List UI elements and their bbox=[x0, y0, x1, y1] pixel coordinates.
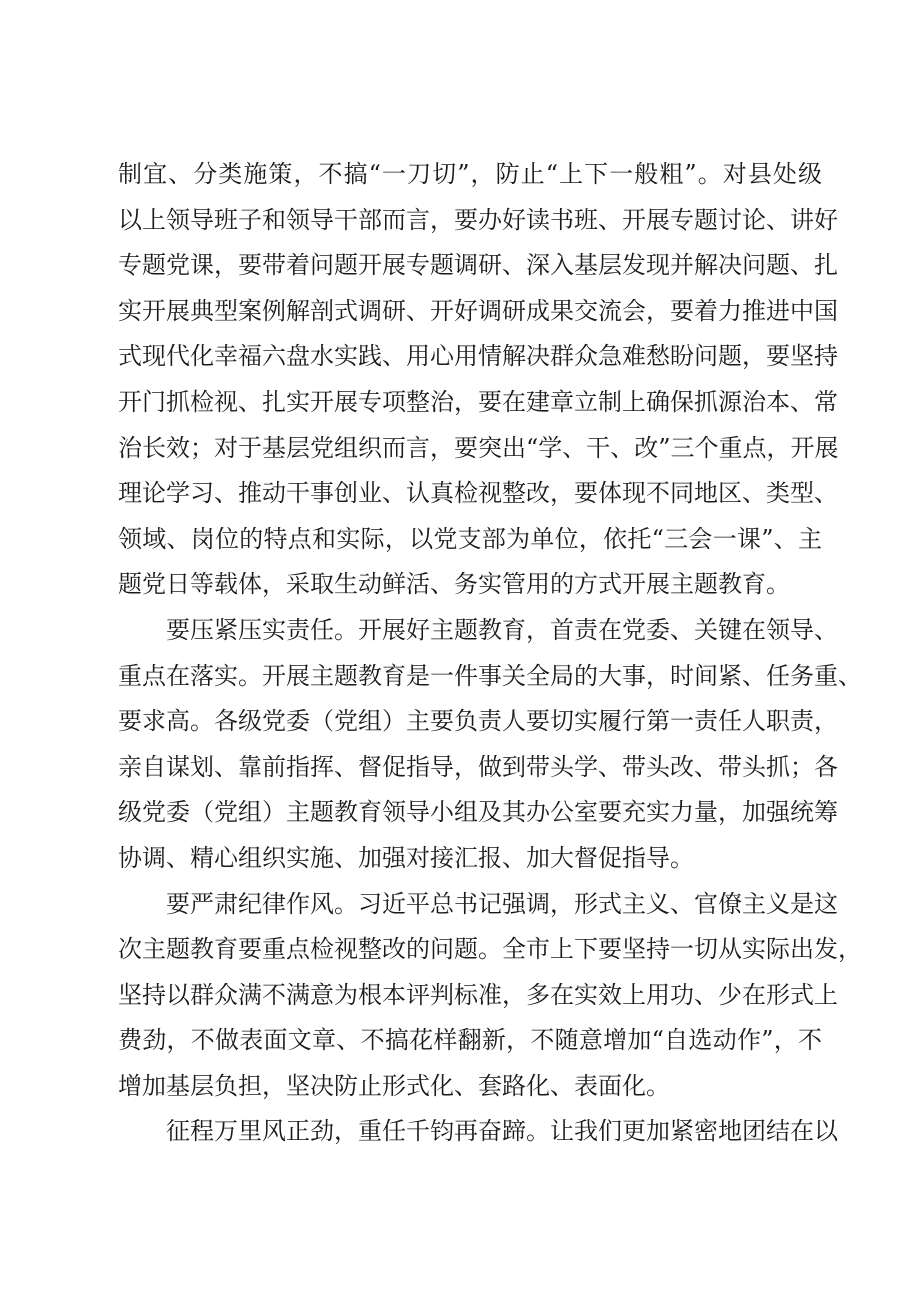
text-line: 协调、精心组织实施、加强对接汇报、加大督促指导。 bbox=[118, 843, 694, 872]
text-line: 专题党课，要带着问题开展专题调研、深入基层发现并解决问题、扎 bbox=[118, 251, 838, 280]
text-line: 领域、岗位的特点和实际，以党支部为单位，依托“三会一课”、主 bbox=[118, 524, 822, 553]
text-line: 治长效；对于基层党组织而言，要突出“学、干、改”三个重点，开展 bbox=[118, 433, 839, 462]
text-line: 重点在落实。开展主题教育是一件事关全局的大事，时间紧、任务重、 bbox=[118, 661, 862, 690]
text-line: 实开展典型案例解剖式调研、开好调研成果交流会，要着力推进中国 bbox=[118, 296, 838, 325]
text-line: 开门抓检视、扎实开展专项整治，要在建章立制上确保抓源治本、常 bbox=[118, 387, 838, 416]
text-line: 题党日等载体，采取生动鲜活、务实管用的方式开展主题教育。 bbox=[118, 570, 790, 599]
text-line: 费劲，不做表面文章、不搞花样翻新，不随意增加“自选动作”，不 bbox=[118, 1026, 822, 1055]
text-line: 增加基层负担，坚决防止形式化、套路化、表面化。 bbox=[118, 1071, 670, 1100]
paragraph-first-line: 要压紧压实责任。开展好主题教育，首责在党委、关键在领导、 bbox=[166, 615, 838, 644]
text-line: 式现代化幸福六盘水实践、用心用情解决群众急难愁盼问题，要坚持 bbox=[118, 342, 838, 371]
text-line: 制宜、分类施策，不搞“一刀切”，防止“上下一般粗”。对县处级 bbox=[118, 160, 822, 188]
text-line: 次主题教育要重点检视整改的问题。全市上下要坚持一切从实际出发， bbox=[118, 935, 862, 964]
paragraph-first-line: 征程万里风正劲，重任千钧再奋蹄。让我们更加紧密地团结在以 bbox=[166, 1117, 838, 1146]
paragraph-first-line: 要严肃纪律作风。习近平总书记强调，形式主义、官僚主义是这 bbox=[166, 889, 838, 918]
text-line: 级党委（党组）主题教育领导小组及其办公室要充实力量，加强统筹 bbox=[118, 798, 838, 827]
body-text bbox=[118, 152, 862, 1155]
text-line: 亲自谋划、靠前指挥、督促指导，做到带头学、带头改、带头抓；各 bbox=[118, 752, 838, 781]
text-line: 坚持以群众满不满意为根本评判标准，多在实效上用功、少在形式上 bbox=[118, 980, 838, 1009]
text-line: 理论学习、推动干事创业、认真检视整改，要体现不同地区、类型、 bbox=[118, 479, 838, 508]
text-line: 以上领导班子和领导干部而言，要办好读书班、开展专题讨论、讲好 bbox=[118, 205, 838, 234]
text-line: 要求高。各级党委（党组）主要负责人要切实履行第一责任人职责， bbox=[118, 707, 838, 736]
